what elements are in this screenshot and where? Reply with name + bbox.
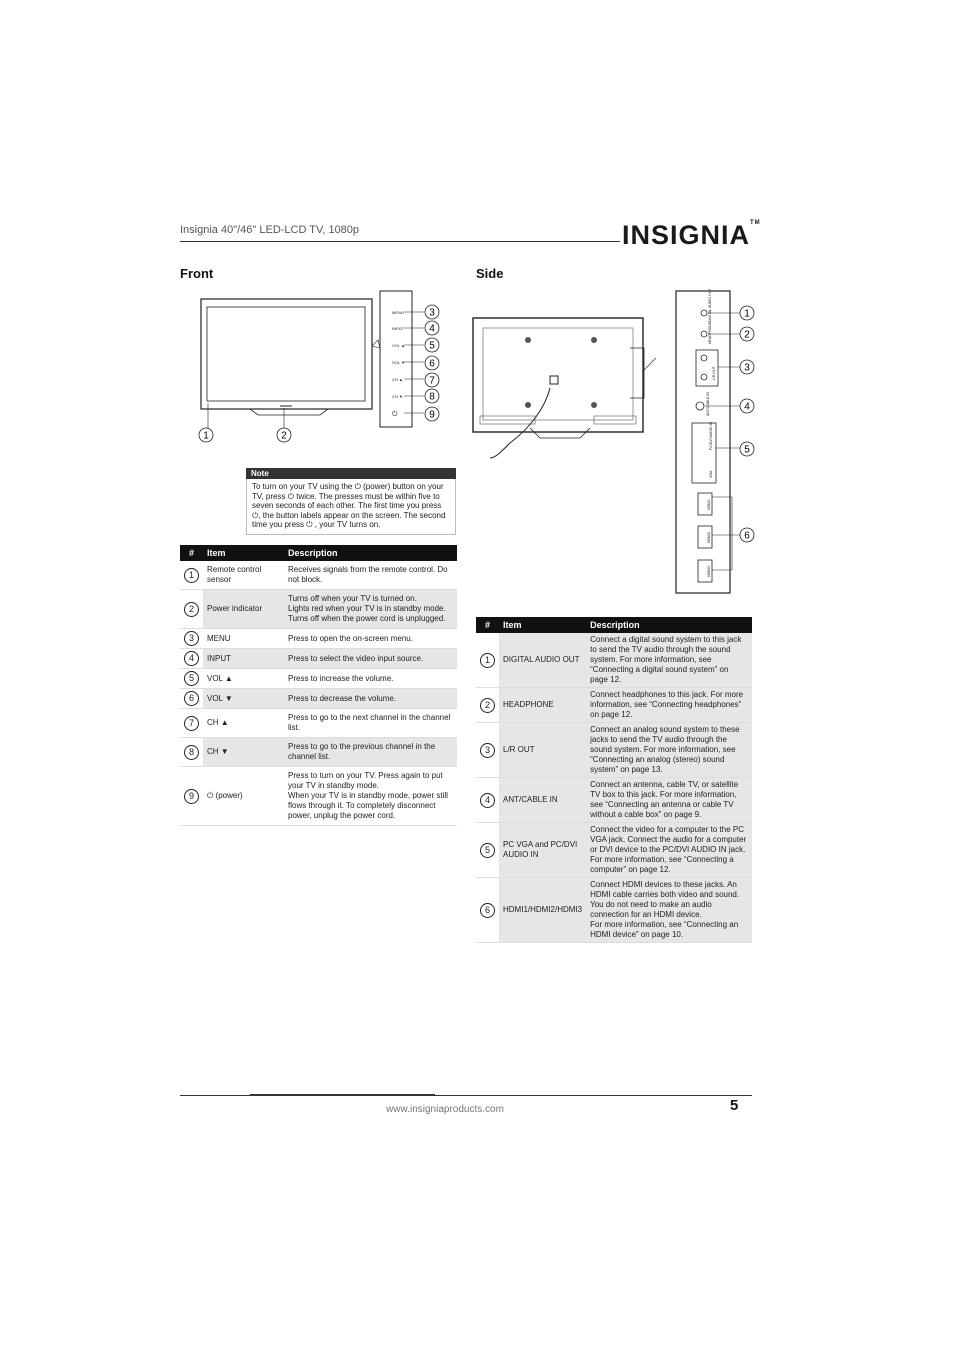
header-rule [180, 241, 620, 242]
row-item: HDMI1/HDMI2/HDMI3 [499, 878, 586, 943]
svg-text:1: 1 [744, 308, 750, 320]
row-number [476, 778, 499, 823]
panel-menu: MENU [392, 310, 404, 315]
table-row [180, 767, 457, 826]
row-number-badge: 7 [184, 716, 199, 731]
row-number [476, 688, 499, 723]
row-description: Press to open the on-screen menu. [284, 629, 457, 649]
row-number-badge: 9 [184, 789, 199, 804]
row-number [476, 723, 499, 778]
row-number [180, 649, 203, 669]
row-number-badge: 2 [480, 698, 495, 713]
table-row [180, 629, 457, 649]
side-callout-5 [740, 442, 754, 456]
row-number [476, 878, 499, 943]
svg-text:1: 1 [203, 430, 209, 442]
row-item: Power indicator [203, 590, 284, 629]
callout-5 [425, 338, 439, 352]
table-row [180, 561, 457, 590]
callout-1 [199, 428, 213, 442]
side-heading: Side [476, 266, 504, 281]
power-cord [490, 388, 550, 458]
row-number-badge: 5 [480, 843, 495, 858]
front-parts-table [180, 545, 457, 826]
row-item: MENU [203, 629, 284, 649]
panel-vol-down: VOL ▼ [392, 360, 405, 365]
table-row [180, 689, 457, 709]
table-row [180, 738, 457, 767]
callout-6 [425, 356, 439, 370]
side-callout-3 [740, 360, 754, 374]
row-description: Connect HDMI devices to these jacks. An HDMI cable carries both video and sound. You do not need to make an audio connection for an HDMI device. For more information, see “Connecting an HDMI device” on page 10. [586, 878, 752, 943]
jack-label-headphone: HEADPHONE [708, 321, 712, 344]
row-number-badge: 8 [184, 745, 199, 760]
row-description: Receives signals from the remote control. Do not block. [284, 561, 457, 590]
row-description: Press to increase the volume. [284, 669, 457, 689]
jack-label-pcdvi: PC/DVI AUDIO IN [709, 421, 713, 450]
row-number [476, 823, 499, 878]
col-description: Description [284, 545, 457, 561]
row-number [180, 669, 203, 689]
side-diagram [470, 288, 760, 598]
svg-text:6: 6 [744, 530, 750, 542]
tv-back [473, 318, 643, 432]
row-description: Connect an analog sound system to these jacks to send the TV audio through the sound system. For more information, see “Connecting an analog (stereo) sound system” on page 13. [586, 723, 752, 778]
row-number-badge: 6 [480, 903, 495, 918]
svg-text:5: 5 [429, 340, 435, 352]
row-number-badge: 3 [184, 631, 199, 646]
row-number-badge: 4 [480, 793, 495, 808]
col-description: Description [586, 617, 752, 633]
callout-3 [425, 305, 439, 319]
callout-7 [425, 373, 439, 387]
jack-label-vga: VGA [709, 470, 713, 478]
callout-4 [425, 321, 439, 335]
running-header: Insignia 40"/46" LED-LCD TV, 1080p [180, 224, 360, 236]
row-number [180, 709, 203, 738]
side-callout-1 [740, 306, 754, 320]
row-item: VOL ▲ [203, 669, 284, 689]
note-text: To turn on your TV using the ⏻ (power) button on your TV, press ⏻ twice. The presses must be within five to seven seconds of each other. The first time you press ⏻, the button labels appear on the screen. The second time you press ⏻ , your TV turns on. [246, 479, 456, 535]
row-number [180, 767, 203, 826]
side-callout-4 [740, 399, 754, 413]
row-number [180, 738, 203, 767]
row-item: HEADPHONE [499, 688, 586, 723]
callout-2 [277, 428, 291, 442]
jack-label-digital: DIGITAL AUDIO OUT [708, 288, 712, 322]
side-callout-2 [740, 327, 754, 341]
row-number-badge: 4 [184, 651, 199, 666]
row-number-badge: 1 [184, 568, 199, 583]
row-description: Press to turn on your TV. Press again to put your TV in standby mode. When your TV is in standby mode, power still flows through it. To completely disconnect power, unplug the power cord. [284, 767, 457, 826]
callout-8 [425, 389, 439, 403]
row-description: Connect headphones to this jack. For more information, see “Connecting headphones” on page 12. [586, 688, 752, 723]
svg-text:3: 3 [744, 362, 750, 374]
jack-label-hdmi1: HDMI1 [707, 499, 711, 510]
jack-label-lrout: L/R OUT [712, 366, 716, 380]
table-row [180, 590, 457, 629]
row-item: DIGITAL AUDIO OUT [499, 633, 586, 688]
col-item: Item [203, 545, 284, 561]
callout-9 [425, 407, 439, 421]
row-description: Connect an antenna, cable TV, or satellite TV box to this jack. For more information, see “Connecting an antenna or cable TV without a cable box” on page 9. [586, 778, 752, 823]
row-item: L/R OUT [499, 723, 586, 778]
svg-text:6: 6 [429, 358, 435, 370]
row-number-badge: 5 [184, 671, 199, 686]
row-number-badge: 6 [184, 691, 199, 706]
page-number: 5 [730, 1097, 739, 1114]
side-callout-6 [740, 528, 754, 542]
footer-rule-accent [250, 1094, 435, 1096]
row-item: PC VGA and PC/DVI AUDIO IN [499, 823, 586, 878]
col-item: Item [499, 617, 586, 633]
row-number [180, 590, 203, 629]
row-description: Connect a digital sound system to this jack to send the TV audio through the sound system. For more information, see “Connecting a digital sound system” on page 12. [586, 633, 752, 688]
panel-vol-up: VOL ▲ [392, 343, 405, 348]
footer-url: www.insigniaproducts.com [386, 1104, 504, 1115]
jack-label-hdmi2: HDMI2 [707, 532, 711, 543]
tv-screen [207, 307, 365, 401]
front-diagram [180, 288, 460, 448]
row-number [180, 689, 203, 709]
table-row [180, 669, 457, 689]
row-item: INPUT [203, 649, 284, 669]
row-number-badge: 1 [480, 653, 495, 668]
panel-ch-down: CH ▼ [392, 394, 403, 399]
col-number: # [476, 617, 499, 633]
col-number: # [180, 545, 203, 561]
panel-power: ⏻ [392, 411, 398, 418]
svg-text:3: 3 [429, 307, 435, 319]
jack-label-hdmi3: HDMI3 [707, 566, 711, 577]
row-description: Press to select the video input source. [284, 649, 457, 669]
table-row [476, 823, 752, 878]
note-box [246, 468, 456, 535]
table-row [476, 878, 752, 943]
row-number [180, 629, 203, 649]
tv-frame [201, 299, 372, 409]
row-item: CH ▼ [203, 738, 284, 767]
table-row [180, 709, 457, 738]
row-number [476, 633, 499, 688]
jack-label-ant: ANT/CABLE IN [706, 392, 710, 416]
table-row [476, 688, 752, 723]
tv-stand [250, 409, 328, 415]
row-number-badge: 2 [184, 602, 199, 617]
svg-text:5: 5 [744, 444, 750, 456]
side-jacks-table [476, 617, 752, 943]
table-row [180, 649, 457, 669]
stand [530, 428, 590, 438]
panel-input: INPUT [392, 326, 404, 331]
insignia-logo: INSIGNIA™ [622, 220, 761, 250]
svg-text:8: 8 [429, 391, 435, 403]
row-item: VOL ▼ [203, 689, 284, 709]
note-label: Note [246, 468, 456, 479]
panel-ch-up: CH ▲ [392, 377, 403, 382]
row-number-badge: 3 [480, 743, 495, 758]
row-description: Press to go to the previous channel in the channel list. [284, 738, 457, 767]
row-description: Turns off when your TV is turned on. Lights red when your TV is in standby mode. Turns off when the power cord is unplugged. [284, 590, 457, 629]
front-heading: Front [180, 266, 214, 281]
row-description: Press to decrease the volume. [284, 689, 457, 709]
table-row [476, 723, 752, 778]
svg-text:9: 9 [429, 409, 435, 421]
row-item: ANT/CABLE IN [499, 778, 586, 823]
svg-text:2: 2 [281, 430, 287, 442]
svg-text:7: 7 [429, 375, 435, 387]
row-number [180, 561, 203, 590]
svg-text:4: 4 [744, 401, 750, 413]
row-item: ⏻ (power) [203, 767, 284, 826]
row-item: Remote control sensor [203, 561, 284, 590]
row-description: Connect the video for a computer to the PC VGA jack. Connect the audio for a computer or DVI device to the PC/DVI AUDIO IN jack. For more information, see “Connecting a computer” on page 12. [586, 823, 752, 878]
table-row [476, 633, 752, 688]
row-item: CH ▲ [203, 709, 284, 738]
table-row [476, 778, 752, 823]
svg-text:4: 4 [429, 323, 435, 335]
svg-text:2: 2 [744, 329, 750, 341]
row-description: Press to go to the next channel in the channel list. [284, 709, 457, 738]
